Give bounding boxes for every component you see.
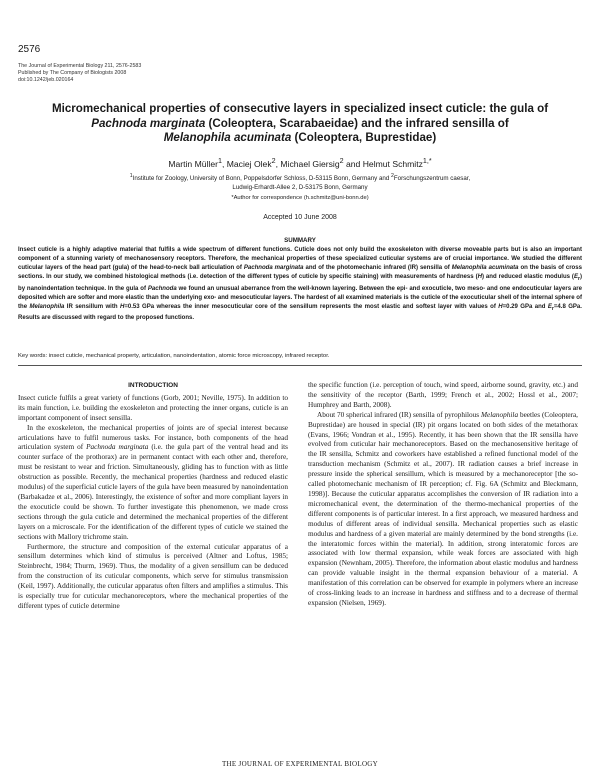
correspondence: *Author for correspondence (h.schmitz@uni-bonn.de) <box>231 195 369 201</box>
author-affiliation-mark: 2 <box>271 157 276 165</box>
journal-meta <box>18 63 141 85</box>
summary-heading: SUMMARY <box>284 237 316 244</box>
journal-publisher: Published by The Company of Biologists 2008 <box>18 70 127 77</box>
affiliation-text: Forschungszentrum caesar, <box>393 175 471 183</box>
body-italic: Melanophila <box>481 410 519 419</box>
body-column-right <box>308 381 578 609</box>
body-run: About 70 spherical infrared (IR) sensilla of pyrophilous <box>317 410 482 419</box>
title-part-5: (Coleoptera, Buprestidae) <box>291 131 437 145</box>
title-species-2: Melanophila acuminata <box>163 131 292 145</box>
author-list <box>30 157 570 169</box>
author-affiliation-mark: 2 <box>339 157 344 165</box>
title-part-3: (Coleoptera, Scarabaeidae) and the infrared sensilla of <box>205 116 509 130</box>
summary-run: IR sensillum with <box>64 303 120 310</box>
summary-italic: E <box>547 303 552 310</box>
journal-citation: The Journal of Experimental Biology 211, 2576-2583 <box>18 63 142 69</box>
summary-run: =4.8 GPa. Results are discussed with regard to the proposed functions. <box>18 303 582 322</box>
body-column-left <box>18 381 288 612</box>
summary-italic: H <box>498 303 503 310</box>
summary-run: =0.29 GPa and <box>502 303 548 310</box>
journal-doi: doi:10.1242/jeb.020164 <box>18 77 74 84</box>
body-paragraph <box>18 424 288 543</box>
affiliations <box>40 172 560 193</box>
page-number: 2576 <box>18 44 41 55</box>
author-affiliation-mark: 1 <box>217 157 222 165</box>
summary-run: and of the photomechanic infrared (IR) sensilla of <box>303 265 452 272</box>
introduction-heading: INTRODUCTION <box>128 382 178 389</box>
body-paragraph <box>308 411 578 609</box>
journal-footer: THE JOURNAL OF EXPERIMENTAL BIOLOGY <box>221 760 379 768</box>
summary-run: =0.53 GPa whereas the inner mesocuticular core of the sensillum represents the most elastic and softest layer with values of <box>124 303 499 310</box>
summary-italic: Melanophila acuminata <box>451 265 519 272</box>
affiliation-mark: 1 <box>129 173 133 179</box>
section-divider <box>18 365 582 366</box>
affiliation-text: Institute for Zoology, University of Bonn, Poppelsdorfer Schloss, D-53115 Bonn, Germany and <box>132 175 392 183</box>
accepted-date: Accepted 10 June 2008 <box>263 214 337 221</box>
summary-run: on the basis of cross sections. In our study, we combined histological methods (i.e. detection of the different types of cuticle by specific staining) with measurements of hardness ( <box>18 265 582 281</box>
body-run: In the exoskeleton, the mechanical properties of joints are of special interest because articulations have to fulfil numerous tasks. For instance, both components of the head articulation system of <box>18 423 288 452</box>
summary-text <box>18 246 582 323</box>
author-name: Martin Müller <box>168 158 218 169</box>
keywords: Key words: insect cuticle, mechanical property, articulation, nanoindentation, atomic force microscopy, infrared receptor. <box>18 353 330 359</box>
summary-subscript: r <box>578 276 580 283</box>
summary-italic: Pachnoda <box>147 285 177 292</box>
summary-italic: H <box>477 274 482 281</box>
summary-run: ) by nanoindentation technique. In the gula of <box>18 274 582 292</box>
affiliation-line-1 <box>40 172 560 184</box>
body-run: (i.e. the gula part of the ventral head and its counter surface of the prothorax) are in permanent contact with each other and, therefore, must be resistant to wear and friction. Simultaneously, gliding has to function with as little obstruction as possible. Recently, the mechanical properties (hardness and reduced elastic modulus) of the superficial cuticle layers of the gula have been measured by nanoindentation (Barbakadze et al., 2006). Interestingly, the existence of softer and more compliant layers in the exocuticle could be shown. To further investigate this phenomenon, we made cross sections through the gula cuticle and determined the mechanical properties of the different layers on a microscale. For the identification of the different types of cuticle we stained the sections with Mallory trichrome stain. <box>18 443 288 541</box>
body-italic: Pachnoda marginata <box>86 443 149 452</box>
title-part-1: Micromechanical properties of consecutive layers in specialized insect cuticle: the gula of <box>51 102 549 115</box>
summary-italic: Pachnoda marginata <box>243 265 304 272</box>
body-run: beetles (Coleoptera, Buprestidae) are housed in special (IR) pit organs located on both sides of the metathorax (Evans, 1966; Vondran et al., 1995). Recently, it has been shown that the IR sensilla have evolved from cuticular hair mechanoreceptors. Based on the mechanosensitive heritage of the IR sensilla, Schmitz and coworkers have established a refined functional model of the transduction mechanism (Schmitz et al., 2007). IR radiation causes a brief increase in pressure inside the spherical sensillum, which is measured by a mechanoreceptor [the so-called photomechanic mechanism of IR perception; cf. Fig. 6A (Schmitz and Bleckmann, 1998)]. Because the cuticular apparatus accomplishes the conversion of IR radiation into a micromechanical event, the determination of the thermo-mechanical properties of the different components is of particular interest. In a first approach, we measured hardness and modulus of different areas of individual sensilla. Mechanical properties such as elastic modulus and hardness of a given material are mainly determined by the bond strengths (i.e. the interatomic forces within the material). In addition, strong interatomic forces are associated with low thermal expansion, while weak forces are associated with high expansion (Newnham, 2005). Therefore, the information about elastic modulus and hardness can provide valuable insight in the thermal expansion behaviour of a material. A manifestation of this correlation can be observed for example in polymers where an increase of cross-linking leads to an increase in hardness and stiffness and to a decrease of thermal expansion (Nielsen, 1969). <box>308 410 578 607</box>
summary-run: we found an unusual aberrance from the well-known layering. Between the epi- and exocuticle, two meso- and one endocuticular layers are deposited which are softer and more elastic than the underlying exo- and mesocuticular layers. The hardest of all examined materials is the cuticle of the exocuticular shell of the internal sphere of the <box>18 285 583 310</box>
affiliation-line-2: Ludwig-Erhardt-Allee 2, D-53175 Bonn, Germany <box>232 183 368 191</box>
body-paragraph: Insect cuticle fulfils a great variety of functions (Gorb, 2001; Neville, 1975). In addition to its main function, i.e. building the exoskeleton and protecting the inner organs, cuticle is an important component of insect sensilla. <box>18 393 288 422</box>
author-affiliation-mark: 1,* <box>422 157 432 165</box>
title-species-1: Pachnoda marginata <box>91 116 206 130</box>
summary-italic: E <box>573 274 578 281</box>
author-name: , Michael Giersig <box>275 158 340 169</box>
summary-italic: H <box>119 303 125 310</box>
author-name: , Maciej Olek <box>221 158 272 169</box>
affiliation-mark: 2 <box>391 173 394 179</box>
article-title <box>30 102 570 146</box>
summary-run: Insect cuticle is a highly adaptive material that fulfils a wide spectrum of different functions. Cuticle does not only build the exoskeleton with diverse moveable parts but is also an important component of a stunning variety of mechanosensory receptors. Therefore, the mechanical properties of these specialized cuticular systems are of crucial importance. We studied the different cuticular layers of the head part (gula) of the head-to-neck ball articulation of <box>18 247 582 272</box>
summary-run: ) and reduced elastic modulus ( <box>481 274 574 281</box>
author-name: and Helmut Schmitz <box>343 158 423 169</box>
summary-subscript: r <box>551 305 554 312</box>
summary-italic: Melanophila <box>29 303 65 310</box>
body-paragraph: Furthermore, the structure and composition of the external cuticular apparatus of a sensillum determines which kind of stimulus is perceived (Altner and Loftus, 1985; Steinbrecht, 1984; Thurm, 1969). Thus, the modality of a given sensillum can be deduced from the construction of its cuticular components, which serve for stimulus transmission (Keil, 1997). Additionally, the cuticular apparatus often filters and amplifies a stimulus. This is especially true for cuticular mechanoreceptors, where the mechanical properties of the different types of cuticle determine <box>18 542 288 610</box>
body-paragraph: the specific function (i.e. perception of touch, wind speed, airborne sound, gravity, etc.) and the sensitivity of the receptor (Barth, 1999; French et al., 2002; Hossl et al., 2007; Humphrey and Barth, 2008). <box>308 381 578 409</box>
